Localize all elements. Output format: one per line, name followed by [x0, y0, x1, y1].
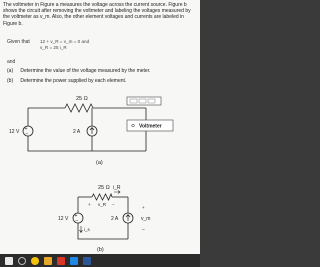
taskbar: [0, 254, 200, 267]
question-a-text: Determine the value of the voltage measured by the meter.: [20, 68, 151, 74]
question-a-label: (a): [7, 68, 14, 74]
resistor-a-label: 25 Ω: [76, 96, 88, 102]
app-icon-blue[interactable]: [70, 257, 78, 265]
vm-plus: +: [142, 205, 145, 210]
voltmeter-display: [127, 97, 161, 105]
voltage-source-b-plus: +: [74, 213, 78, 219]
word-icon[interactable]: [83, 257, 91, 265]
current-ir-label: i_R: [113, 185, 121, 191]
current-source-a-label: 2 A: [73, 129, 81, 135]
current-source-b-arrow: [126, 215, 130, 222]
and-label: and: [7, 59, 16, 65]
resistor-b: [92, 194, 112, 200]
voltage-source-a-plus: +: [24, 126, 28, 132]
resistor-b-label: 25 Ω: [98, 185, 110, 191]
chrome-icon[interactable]: [31, 257, 39, 265]
app-icon-red[interactable]: [57, 257, 65, 265]
search-icon[interactable]: [18, 257, 26, 265]
problem-intro: The voltmeter in Figure a measures the voltage across the current source. Figure b shows the circuit after removing the voltmeter and labeling the voltages measured by the voltmeter as v_m. Also, the other element voltages and currents are labeled in Figure b.: [3, 2, 191, 27]
current-is-label: i_s: [84, 227, 90, 232]
figure-b-caption: (b): [97, 247, 104, 253]
current-source-b-label: 2 A: [111, 216, 119, 222]
figure-a-caption: (a): [96, 160, 103, 166]
question-b-label: (b): [7, 78, 14, 84]
given-label: Given that: [7, 39, 30, 45]
vr-label: v_R: [98, 202, 107, 207]
file-explorer-icon[interactable]: [44, 257, 52, 265]
given-equation-2: v_R = 25 i_R: [40, 45, 67, 50]
start-icon[interactable]: [5, 257, 13, 265]
voltage-source-b-label: 12 V: [58, 216, 69, 222]
wire-a-bottom: [28, 136, 146, 151]
vm-minus: −: [142, 227, 145, 233]
vr-plus: +: [88, 202, 91, 207]
voltage-source-b-minus: −: [75, 218, 79, 224]
vr-minus: −: [112, 202, 115, 207]
resistor-a: [65, 104, 93, 112]
voltmeter-label: Voltmeter: [139, 123, 162, 130]
voltage-source-a-label: 12 V: [9, 129, 20, 135]
figure-b: [73, 194, 133, 239]
question-b-text: Determine the power supplied by each element.: [20, 78, 127, 84]
current-source-a-arrow: [90, 128, 94, 135]
vm-label: v_m: [141, 216, 151, 222]
current-is-arrow: [80, 226, 83, 233]
voltage-source-a-minus: −: [25, 131, 29, 137]
given-equation-1: 12 + v_R = v_m = 0 and: [40, 39, 90, 44]
